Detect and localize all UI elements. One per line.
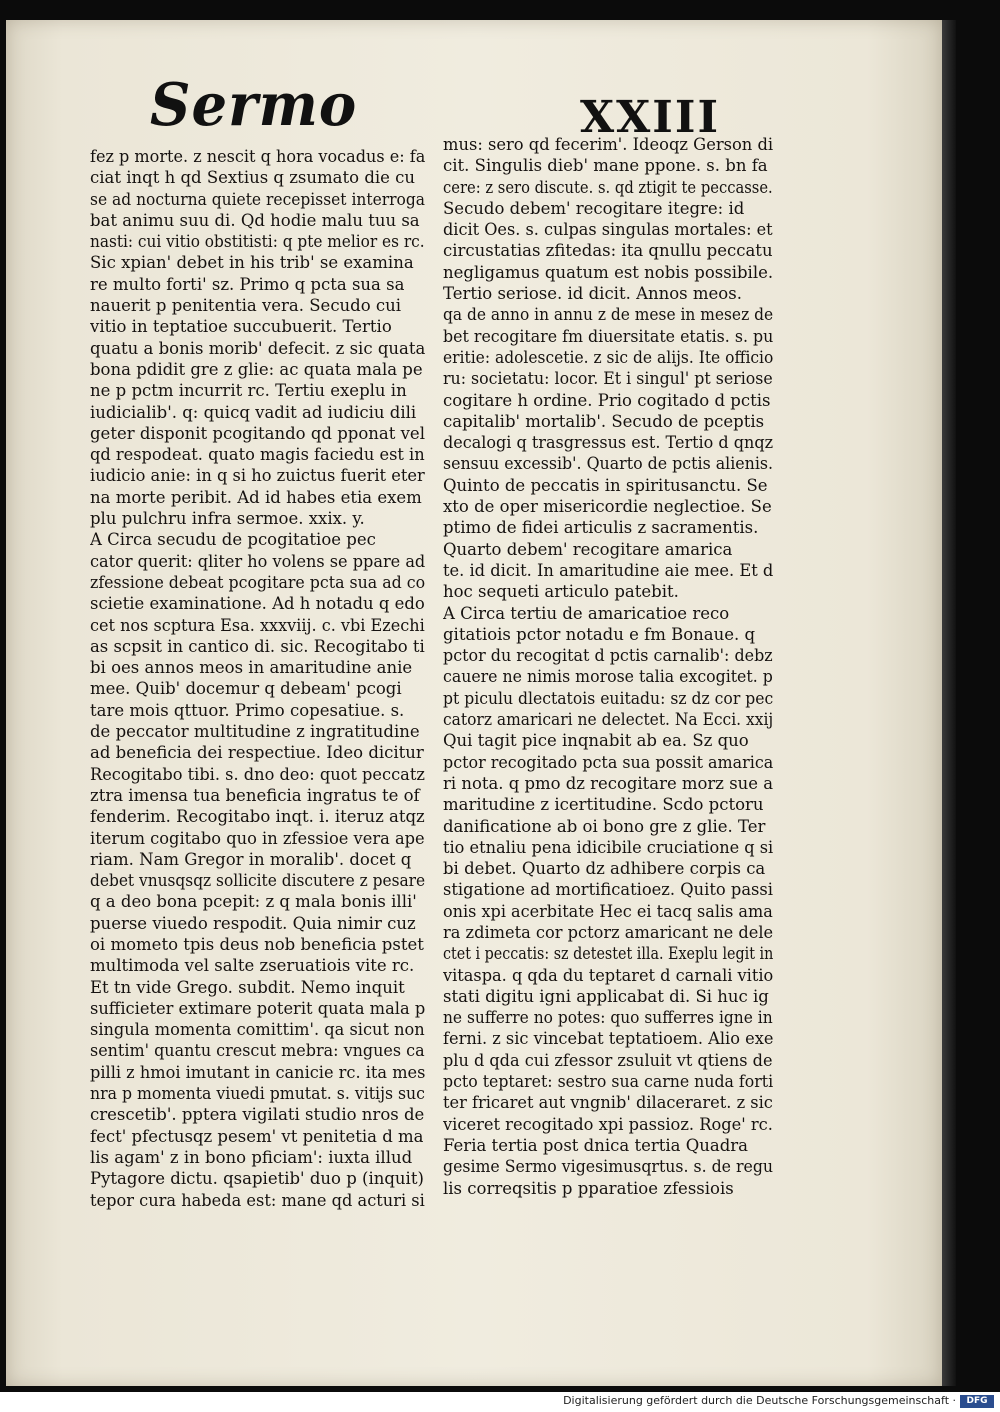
text-line: mus: sero qd fecerim'. Ideoqz Gerson di	[443, 135, 773, 154]
text-line: bet recogitare fm diuersitate etatis. s. pu	[443, 326, 773, 346]
text-line: iudicialib'. q: quicq vadit ad iudiciu dili	[90, 402, 417, 422]
text-line: ra zdimeta cor pctorz amaricant ne dele	[443, 922, 773, 942]
text-line: qd respodeat. quato magis faciedu est in	[90, 445, 425, 465]
text-line: A Circa secudu de pcogitatioe pec	[90, 530, 376, 550]
text-line: stati digitu igni applicabat di. Si huc ig	[443, 986, 769, 1006]
text-line: A Circa tertiu de amaricatioe reco	[443, 603, 730, 623]
text-line: xto de oper misericordie neglectioe. Se	[443, 497, 772, 517]
text-line: singula momenta comittim'. qa sicut non	[90, 1020, 425, 1040]
text-line: vitio in teptatioe succubuerit. Tertio	[90, 317, 392, 337]
text-line: re multo forti' sz. Primo q pcta sua sa	[90, 274, 405, 294]
text-line: danificatione ab oi bono gre z glie. Ter	[443, 816, 766, 836]
text-line: tio etnaliu pena idicibile cruciatione q si	[443, 837, 773, 857]
text-line: pctor recogitado pcta sua possit amarica	[443, 752, 774, 772]
text-line: cet nos scptura Esa. xxxviij. c. vbi Ezechi	[90, 615, 425, 635]
text-line: te. id dicit. In amaritudine aie mee. Et d	[443, 560, 773, 580]
text-line: tepor cura habeda est: mane qd acturi si	[90, 1190, 425, 1210]
text-line: fenderim. Recogitabo inqt. i. iteruz atqz	[90, 807, 425, 827]
text-line: viceret recogitado xpi passioz. Roge' rc.	[443, 1114, 773, 1134]
text-line: quatu a bonis morib' defecit. z sic quata	[90, 338, 426, 358]
text-line: decalogi q trasgressus est. Tertio d qnqz	[443, 433, 774, 453]
text-line: dicit Oes. s. culpas singulas mortales: et	[443, 220, 773, 240]
text-line: oi mometo tpis deus nob beneficia pstet	[90, 934, 424, 954]
text-line: puerse viuedo respodit. Quia nimir cuz	[90, 913, 416, 933]
right-text-column	[443, 134, 824, 1199]
text-line: multimoda vel salte zseruatiois vite rc.	[90, 956, 415, 976]
text-line: ru: societatu: locor. Et i singul' pt seriose	[443, 369, 773, 389]
text-line: plu pulchru infra sermoe. xxix. y.	[90, 509, 365, 529]
text-line: Et tn vide Grego. subdit. Nemo inquit	[90, 977, 405, 997]
text-line: stigatione ad mortificatioez. Quito passi	[443, 880, 773, 900]
text-line: bi debet. Quarto dz adhibere corpis ca	[443, 859, 766, 879]
text-line: nra p momenta viuedi pmutat. s. vitijs suc	[90, 1084, 425, 1104]
text-line: zfessione debeat pcogitare pcta sua ad co	[90, 572, 425, 592]
text-line: ri nota. q pmo dz recogitare morz sue a	[443, 773, 774, 793]
text-line: cere: z sero discute. s. qd ztigit te peccasse.	[443, 177, 773, 197]
text-line: Sic xpian' debet in his trib' se examina	[90, 253, 414, 273]
text-line: maritudine z icertitudine. Scdo pctoru	[443, 795, 764, 815]
text-line: gesime Sermo vigesimusqrtus. s. de regu	[443, 1157, 774, 1177]
text-line: ne p pctm incurrit rc. Tertiu exeplu in	[90, 381, 407, 401]
text-line: ne sufferre no potes: quo sufferres igne in	[443, 1008, 773, 1028]
text-line: ztra imensa tua beneficia ingratus te of	[90, 785, 420, 805]
text-line: riam. Nam Gregor in moralib'. docet q	[90, 849, 412, 869]
text-line: de peccator multitudine z ingratitudine	[90, 722, 420, 742]
text-line: bona pdidit gre z glie: ac quata mala pe	[90, 359, 423, 379]
text-line: nauerit p penitentia vera. Secudo cui	[90, 296, 402, 316]
text-line: tare mois qttuor. Primo copesatiue. s.	[90, 700, 405, 720]
text-line: Secudo debem' recogitare itegre: id	[443, 198, 745, 218]
text-line: pctor du recogitat d pctis carnalib': debz	[443, 646, 773, 666]
text-line: gitatiois pctor notadu e fm Bonaue. q	[443, 624, 756, 644]
running-head-number: XXIII	[580, 92, 721, 143]
text-line: Feria tertia post dnica tertia Quadra	[443, 1135, 749, 1155]
text-line: qa de anno in annu z de mese in mesez de	[443, 305, 774, 325]
text-line: Recogitabo tibi. s. dno deo: quot peccatz	[90, 764, 425, 784]
text-line: bat animu suu di. Qd hodie malu tuu sa	[90, 210, 420, 230]
text-line: pt piculu dlectatois euitadu: sz dz cor pec	[443, 688, 774, 708]
page-edge-shadow	[942, 20, 956, 1386]
footer-credit: Digitalisierung gefördert durch die Deutsche Forschungsgemeinschaft ·	[563, 1394, 956, 1407]
text-line: ad beneficia dei respectiue. Ideo dicitur	[90, 743, 424, 763]
text-line: Quarto debem' recogitare amarica	[443, 539, 733, 559]
text-line: q a deo bona pcepit: z q mala bonis illi'	[90, 892, 417, 912]
text-line: na morte peribit. Ad id habes etia exem	[90, 487, 422, 507]
text-line: capitalib' mortalib'. Secudo de pceptis	[443, 411, 765, 431]
text-line: iudicio anie: in q si ho zuictus fuerit eter	[90, 466, 425, 486]
text-line: lis correqsitis p pparatioe zfessiois	[443, 1178, 734, 1198]
text-line: iterum cogitabo quo in zfessioe vera ape	[90, 828, 425, 848]
text-line: catorz amaricari ne delectet. Na Ecci. xxij	[443, 710, 774, 730]
text-line: ptimo de fidei articulis z sacramentis.	[443, 518, 759, 538]
text-line: Pytagore dictu. qsapietib' duo p (inquit)	[90, 1169, 424, 1189]
text-line: eritie: adolescetie. z sic de alijs. Ite officio	[443, 347, 774, 367]
text-line: fez p morte. z nescit q hora vocadus e: fa	[90, 147, 426, 166]
text-line: ferni. z sic vincebat teptatioem. Alio exe	[443, 1029, 773, 1049]
text-line: cogitare h ordine. Prio cogitado d pctis	[443, 390, 771, 410]
left-text-column	[90, 146, 451, 1211]
text-line: nasti: cui vitio obstitisti: q pte melior es rc.	[90, 232, 425, 252]
digitization-footer	[0, 1392, 1000, 1412]
text-line: onis xpi acerbitate Hec ei tacq salis ama	[443, 901, 773, 921]
text-line: as scpsit in cantico di. sic. Recogitabo ti	[90, 636, 425, 656]
text-line: mee. Quib' docemur q debeam' pcogi	[90, 679, 402, 699]
text-line: bi oes annos meos in amaritudine anie	[90, 658, 413, 678]
text-line: Quinto de peccatis in spiritusanctu. Se	[443, 475, 768, 495]
dfg-logo: DFG	[960, 1395, 994, 1408]
text-line: ctet i peccatis: sz detestet illa. Exeplu legit in	[443, 944, 773, 964]
text-line: circustatias zfitedas: ita qnullu peccatu	[443, 241, 773, 261]
text-line: negligamus quatum est nobis possibile.	[443, 262, 774, 282]
text-line: geter disponit pcogitando qd pponat vel	[90, 423, 425, 443]
text-line: hoc sequeti articulo patebit.	[443, 582, 679, 602]
text-line: fect' pfectusqz pesem' vt penitetia d ma	[90, 1126, 424, 1146]
text-line: scietie examinatione. Ad h notadu q edo	[90, 594, 425, 614]
text-line: sentim' quantu crescut mebra: vngues ca	[90, 1041, 425, 1061]
text-line: se ad nocturna quiete recepisset interroga	[90, 189, 425, 209]
text-line: crescetib'. pptera vigilati studio nros de	[90, 1105, 425, 1125]
text-line: cauere ne nimis morose talia excogitet. p	[443, 667, 773, 687]
text-line: Tertio seriose. id dicit. Annos meos.	[443, 284, 742, 304]
text-line: sufficieter extimare poterit quata mala p	[90, 998, 425, 1018]
text-line: pcto teptaret: sestro sua carne nuda forti	[443, 1072, 774, 1092]
text-line: vitaspa. q qda du teptaret d carnali vitio	[443, 965, 773, 985]
text-line: cator querit: qliter ho volens se ppare ad	[90, 551, 426, 571]
running-head-sermo: Sermo	[150, 70, 358, 140]
text-line: Qui tagit pice inqnabit ab ea. Sz quo	[443, 731, 749, 751]
text-line: lis agam' z in bono pficiam': iuxta illud	[90, 1147, 413, 1167]
text-line: pilli z hmoi imutant in canicie rc. ita mes	[90, 1062, 426, 1082]
text-line: debet vnusqsqz sollicite discutere z pesare	[90, 871, 425, 891]
text-line: ter fricaret aut vngnib' dilaceraret. z sic	[443, 1093, 773, 1113]
text-line: ciat inqt h qd Sextius q zsumato die cu	[90, 168, 416, 188]
text-line: sensuu excessib'. Quarto de pctis alienis.	[443, 454, 773, 474]
text-line: cit. Singulis dieb' mane ppone. s. bn fa	[443, 156, 768, 176]
text-line: plu d qda cui zfessor zsuluit vt qtiens de	[443, 1050, 773, 1070]
